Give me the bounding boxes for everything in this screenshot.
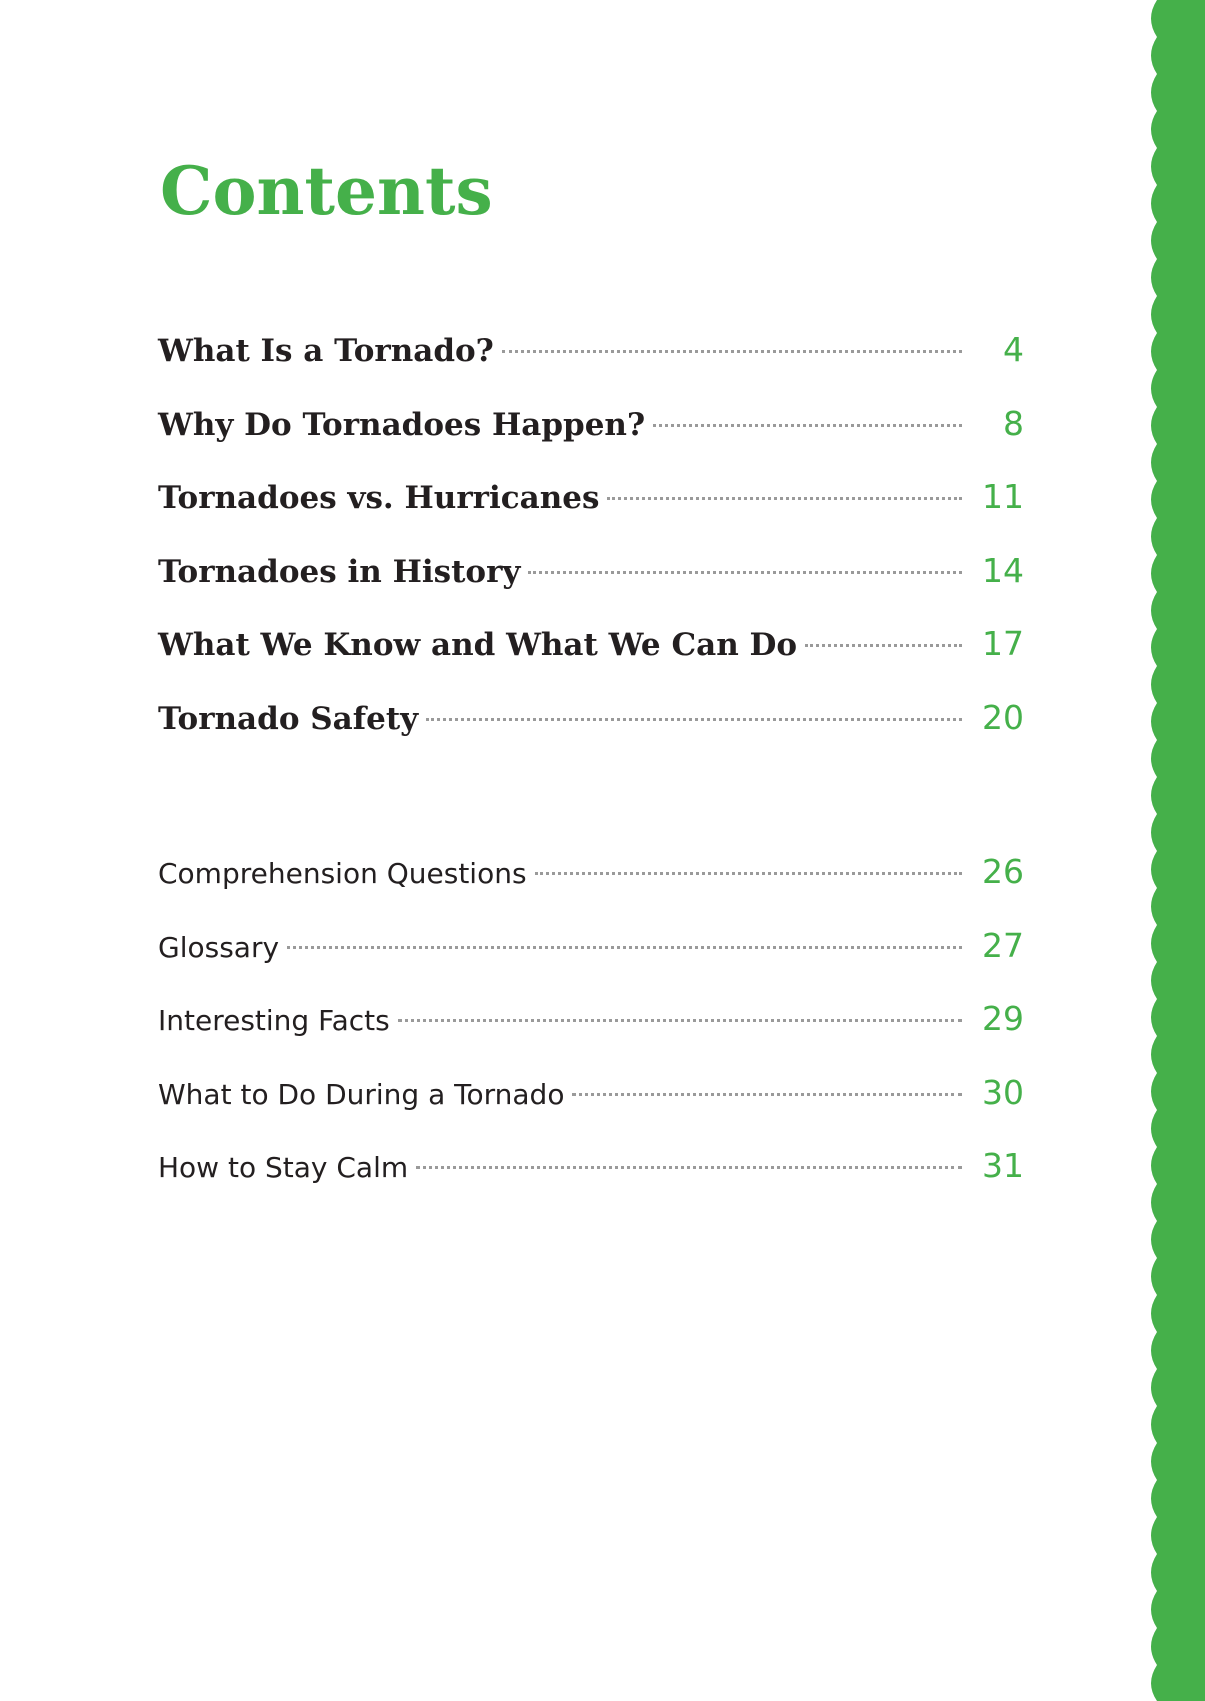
toc-entry[interactable] xyxy=(158,477,1024,551)
toc-entry-title: Glossary xyxy=(158,930,280,964)
toc-entry-title: Interesting Facts xyxy=(158,1004,390,1037)
dot-leader xyxy=(398,1019,962,1022)
back-matter-list xyxy=(158,852,1024,1220)
toc-entry-page: 4 xyxy=(1003,330,1024,369)
scalloped-green-border xyxy=(1135,0,1205,1701)
toc-entry-page: 14 xyxy=(982,550,1024,590)
dot-leader xyxy=(287,946,962,949)
dot-leader xyxy=(653,424,962,427)
chapter-list xyxy=(158,330,1024,771)
toc-entry-title: What to Do During a Tornado xyxy=(158,1077,565,1111)
dot-leader xyxy=(502,350,962,353)
toc-entry-page: 20 xyxy=(982,697,1024,737)
toc-entry-title: Tornadoes in History xyxy=(158,553,521,590)
dot-leader xyxy=(805,644,962,647)
toc-entry[interactable] xyxy=(158,624,1024,698)
toc-entry[interactable] xyxy=(158,926,1024,1000)
toc-entry[interactable] xyxy=(158,999,1024,1073)
page-title: Contents xyxy=(160,152,493,230)
dot-leader xyxy=(607,497,962,500)
toc-entry[interactable] xyxy=(158,852,1024,926)
toc-entry[interactable] xyxy=(158,1073,1024,1147)
toc-entry-title: Tornadoes vs. Hurricanes xyxy=(158,480,600,516)
toc-entry-title: What Is a Tornado? xyxy=(158,333,494,369)
toc-entry-title: What We Know and What We Can Do xyxy=(158,627,798,663)
toc-entry-page: 11 xyxy=(982,477,1024,516)
toc-entry-page: 17 xyxy=(982,624,1024,663)
dot-leader xyxy=(572,1093,962,1096)
toc-entry-page: 31 xyxy=(982,1146,1024,1185)
toc-entry-page: 26 xyxy=(982,852,1024,891)
dot-leader xyxy=(528,571,962,574)
toc-entry-title: How to Stay Calm xyxy=(158,1151,409,1184)
dot-leader xyxy=(416,1166,962,1169)
toc-entry-title: Tornado Safety xyxy=(158,700,419,737)
toc-entry[interactable] xyxy=(158,1146,1024,1220)
toc-entry[interactable] xyxy=(158,551,1024,625)
toc-entry-page: 8 xyxy=(1003,403,1024,443)
toc-entry-page: 27 xyxy=(982,925,1024,965)
toc-entry[interactable] xyxy=(158,404,1024,478)
toc-entry-page: 29 xyxy=(982,999,1024,1038)
dot-leader xyxy=(426,718,962,721)
toc-entry-title: Comprehension Questions xyxy=(158,857,527,890)
toc-entry-title: Why Do Tornadoes Happen? xyxy=(158,406,646,443)
toc-entry[interactable] xyxy=(158,330,1024,404)
dot-leader xyxy=(535,872,962,875)
toc-entry-page: 30 xyxy=(982,1072,1024,1112)
toc-entry[interactable] xyxy=(158,698,1024,772)
